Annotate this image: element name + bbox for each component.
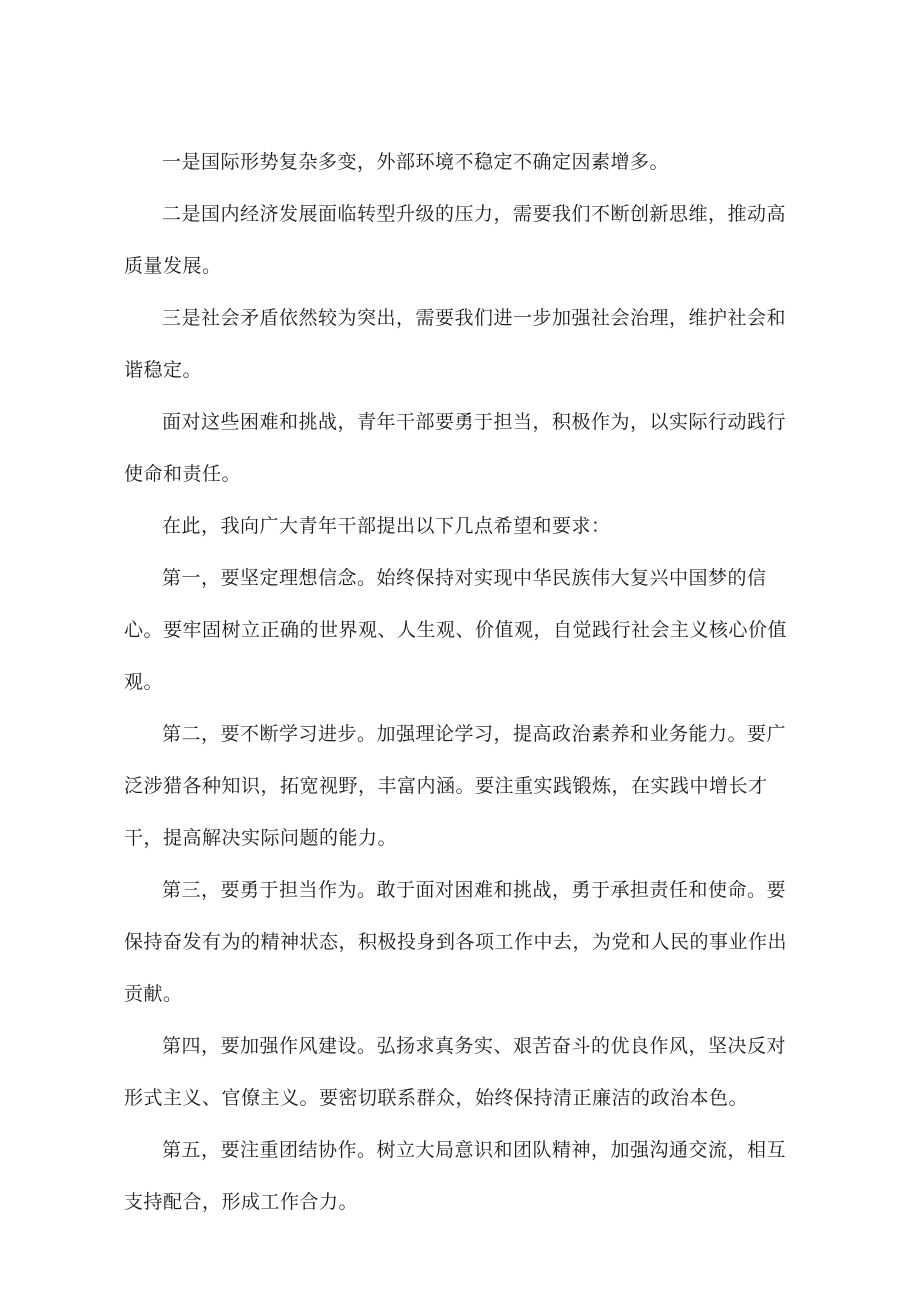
paragraph-6: 第一，要坚定理想信念。始终保持对实现中华民族伟大复兴中国梦的信心。要牢固树立正确的世界观、人生观、价值观，自觉践行社会主义核心价值观。 [124, 567, 788, 693]
paragraph-2: 二是国内经济发展面临转型升级的压力，需要我们不断创新思维，推动高质量发展。 [124, 203, 787, 277]
paragraph-7: 第二，要不断学习进步。加强理论学习，提高政治素养和业务能力。要广泛涉猎各种知识，拓宽视野，丰富内涵。要注重实践锻炼，在实践中增长才干，提高解决实际问题的能力。 [124, 723, 787, 849]
paragraph-10: 第五，要注重团结协作。树立大局意识和团队精神，加强沟通交流，相互支持配合，形成工作合力。 [124, 1139, 787, 1213]
document-body [124, 136, 804, 1228]
paragraph-5: 在此，我向广大青年干部提出以下几点希望和要求： [162, 515, 611, 537]
paragraph-3: 三是社会矛盾依然较为突出，需要我们进一步加强社会治理，维护社会和谐稳定。 [124, 307, 787, 381]
paragraph-4: 面对这些困难和挑战，青年干部要勇于担当，积极作为，以实际行动践行使命和责任。 [124, 411, 787, 485]
paragraph-8: 第三，要勇于担当作为。敢于面对困难和挑战，勇于承担责任和使命。要保持奋发有为的精神状态，积极投身到各项工作中去，为党和人民的事业作出贡献。 [124, 879, 788, 1005]
paragraph-1: 一是国际形势复杂多变，外部环境不稳定不确定因素增多。 [162, 151, 670, 173]
paragraph-9: 第四，要加强作风建设。弘扬求真务实、艰苦奋斗的优良作风，坚决反对形式主义、官僚主义。要密切联系群众，始终保持清正廉洁的政治本色。 [124, 1035, 787, 1109]
